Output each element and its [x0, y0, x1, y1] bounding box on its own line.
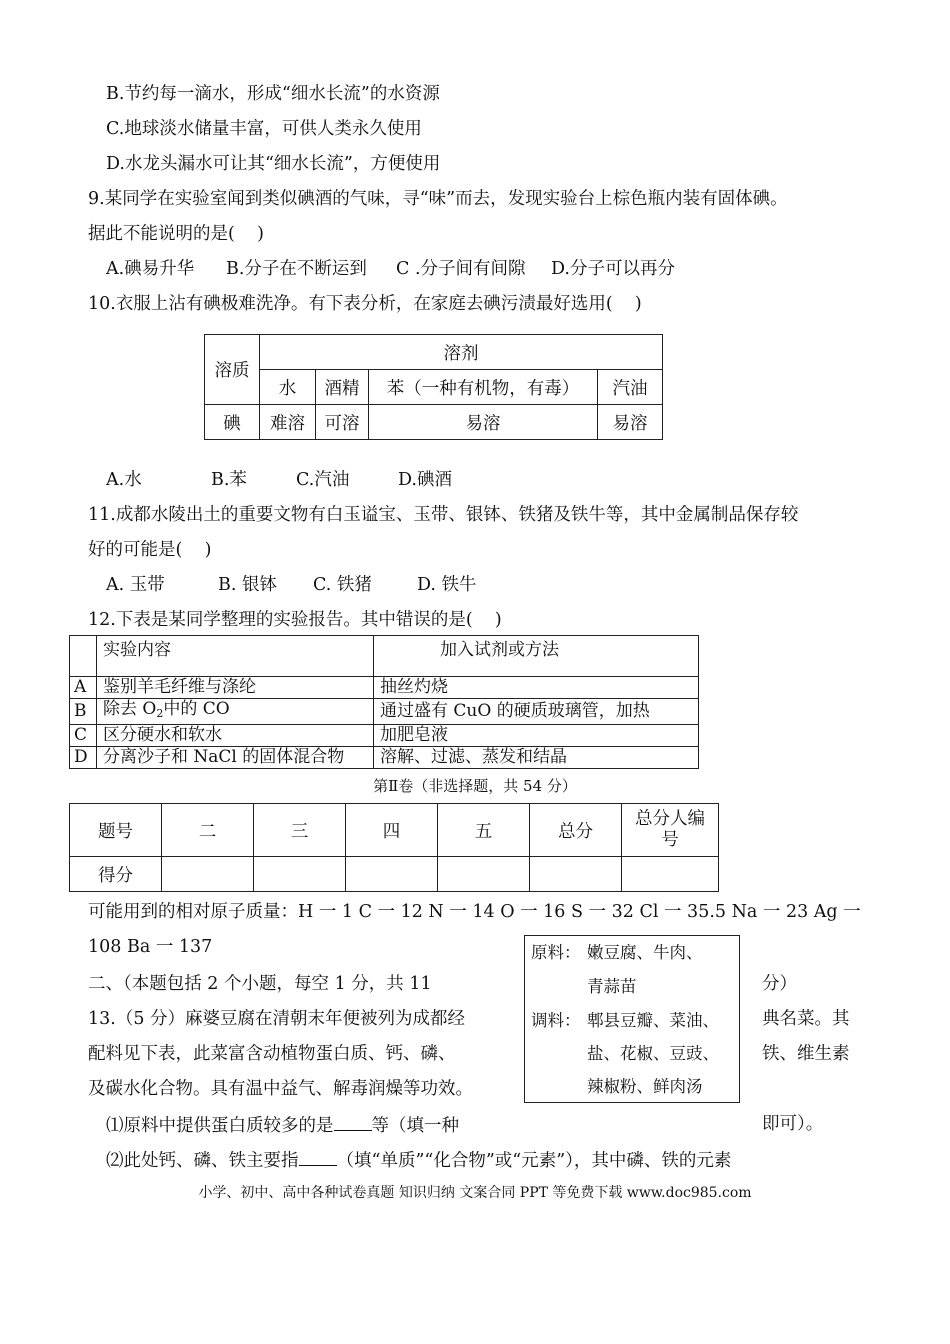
row-content: 区分硬水和软水 [97, 725, 374, 747]
q10-option-d: D.碘酒 [398, 470, 452, 490]
q13-subquestion-1-end: 即可）。 [762, 1114, 824, 1134]
q13-line3: 及碳水化合物。具有温中益气、解毒润燥等功效。 [88, 1079, 473, 1099]
q9-stem-line2: 据此不能说明的是( ) [88, 224, 264, 244]
q11-option-c: C. 铁猪 [313, 575, 372, 595]
solute-iodine: 碘 [205, 405, 260, 440]
raw-line2: 青蒜苗 [587, 977, 637, 996]
section2-heading-end: 分） [762, 974, 797, 994]
table-row [70, 699, 699, 725]
seasoning-label: 调料： [531, 1011, 581, 1030]
atomic-masses-line1: 可能用到的相对原子质量：H 一 1 C 一 12 N 一 14 O 一 16 S 一 32 Cl 一 35.5 Na 一 23 Ag 一 [88, 902, 861, 922]
seasoning-line3: 辣椒粉、鲜肉汤 [587, 1077, 703, 1096]
row-method: 通过盛有 CuO 的硬质玻璃管，加热 [374, 699, 699, 725]
q13-line2-right: 铁、维生素 [762, 1044, 850, 1064]
table-row [70, 747, 699, 769]
q8-option-b: B.节约每一滴水，形成“细水长流”的水资源 [106, 84, 440, 104]
q11-stem-line1: 11.成都水陵出土的重要文物有白玉谥宝、玉带、银钵、铁猪及铁牛等，其中金属制品保存较 [88, 505, 799, 525]
q8-option-d: D.水龙头漏水可让其“细水长流”，方便使用 [106, 154, 441, 174]
table-row [70, 725, 699, 747]
score-header-grader: 总分人编号 [622, 804, 719, 857]
q10-option-c: C.汽油 [296, 470, 350, 490]
q13-line1-right: 典名菜。其 [762, 1009, 850, 1029]
row-key: C [70, 725, 97, 747]
row-key: B [70, 699, 97, 725]
score-cell [346, 857, 438, 892]
q11-stem-line2: 好的可能是( ) [88, 540, 212, 560]
score-header-number: 题号 [70, 804, 162, 857]
q9-option-c: C .分子间有间隙 [396, 259, 526, 279]
page-footer: 小学、初中、高中各种试卷真题 知识归纳 文案合同 PPT 等免费下载 www.doc985.com [198, 1185, 752, 1201]
answer-blank-2[interactable] [299, 1147, 337, 1166]
q10-option-b: B.苯 [211, 470, 247, 490]
report-header-method: 加入试剂或方法 [374, 636, 699, 677]
q10-stem: 10.衣服上沾有碘极难洗净。有下表分析，在家庭去碘污渍最好选用( ) [88, 294, 642, 314]
solvent-water: 水 [260, 370, 316, 405]
raw-line1: 嫩豆腐、牛肉、 [587, 943, 703, 962]
row-content: 鉴别羊毛纤维与涤纶 [97, 677, 374, 699]
part2-title: 第Ⅱ卷（非选择题，共 54 分） [373, 777, 577, 795]
answer-blank-1[interactable] [334, 1112, 372, 1131]
section2-heading: 二、（本题包括 2 个小题，每空 1 分，共 11 [88, 974, 432, 994]
score-header-2: 二 [162, 804, 254, 857]
q13-subquestion-2: ⑵此处钙、磷、铁主要指 （填“单质”“化合物”或“元素”），其中磷、铁的元素 [106, 1147, 731, 1173]
q11-option-a: A. 玉带 [106, 575, 165, 595]
seasoning-line2: 盐、花椒、豆豉、 [587, 1044, 719, 1063]
q9-option-b: B.分子在不断运到 [226, 259, 367, 279]
experiment-report-table [69, 635, 699, 769]
q9-stem-line1: 9.某同学在实验室闻到类似碘酒的气味，寻“味”而去，发现实验台上棕色瓶内装有固体碘。 [88, 189, 788, 209]
report-header-key [70, 636, 97, 677]
q13-line1: 13.（5 分）麻婆豆腐在清朝末年便被列为成都经 [88, 1009, 466, 1029]
score-header-total: 总分 [530, 804, 622, 857]
table-row [70, 677, 699, 699]
score-header-5: 五 [438, 804, 530, 857]
solvent-header: 溶剂 [260, 335, 663, 370]
q13-line2: 配料见下表，此菜富含动植物蛋白质、钙、磷、 [88, 1044, 456, 1064]
row-key: A [70, 677, 97, 699]
score-cell [254, 857, 346, 892]
row-key: D [70, 747, 97, 769]
score-row-label: 得分 [70, 857, 162, 892]
row-content: 除去 $O_2$中的 CO [97, 699, 374, 725]
score-table [69, 803, 719, 892]
solvent-benzene: 苯（一种有机物，有毒） [369, 370, 598, 405]
q9-option-d: D.分子可以再分 [551, 259, 675, 279]
score-cell [530, 857, 622, 892]
row-content: 分离沙子和 NaCl 的固体混合物 [97, 747, 374, 769]
recipe-box [524, 935, 740, 1103]
q10-option-a: A.水 [106, 470, 142, 490]
score-header-3: 三 [254, 804, 346, 857]
score-header-4: 四 [346, 804, 438, 857]
iodine-in-water: 难溶 [260, 405, 316, 440]
score-cell [438, 857, 530, 892]
score-cell [162, 857, 254, 892]
q11-option-d: D. 铁牛 [417, 575, 477, 595]
q8-option-c: C.地球淡水储量丰富，可供人类永久使用 [106, 119, 422, 139]
raw-label: 原料： [531, 943, 581, 962]
row-method: 加肥皂液 [374, 725, 699, 747]
seasoning-line1: 郫县豆瓣、菜油、 [587, 1011, 719, 1030]
score-cell [622, 857, 719, 892]
solvent-alcohol: 酒精 [316, 370, 369, 405]
q13-subquestion-1: ⑴原料中提供蛋白质较多的是 等（填一种 [106, 1112, 459, 1138]
solute-header: 溶质 [205, 335, 260, 405]
solvent-gasoline: 汽油 [598, 370, 663, 405]
iodine-in-alcohol: 可溶 [316, 405, 369, 440]
iodine-in-gasoline: 易溶 [598, 405, 663, 440]
row-method: 抽丝灼烧 [374, 677, 699, 699]
row-method: 溶解、过滤、蒸发和结晶 [374, 747, 699, 769]
q11-option-b: B. 银钵 [218, 575, 277, 595]
q9-option-a: A.碘易升华 [106, 259, 195, 279]
report-header-content: 实验内容 [97, 636, 374, 677]
atomic-masses-line2: 108 Ba 一 137 [88, 937, 213, 957]
q12-stem: 12.下表是某同学整理的实验报告。其中错误的是( ) [88, 610, 502, 630]
solubility-table [204, 334, 663, 440]
iodine-in-benzene: 易溶 [369, 405, 598, 440]
